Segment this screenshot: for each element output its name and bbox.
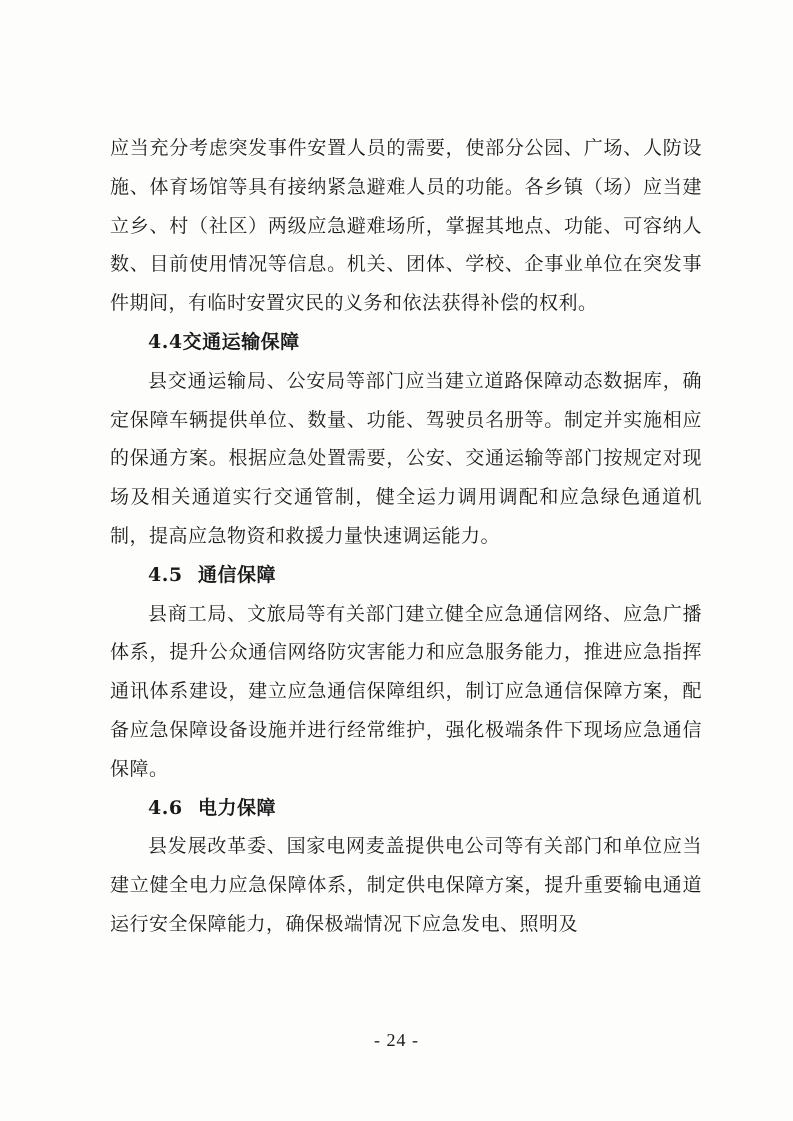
section-title: 电力保障 — [198, 796, 277, 819]
section-number: 4.4 — [148, 330, 183, 353]
paragraph-communication: 县商工局、文旅局等有关部门建立健全应急通信网络、应急广播体系，提升公众通信网络防灾害能力和应急服务能力，推进应急指挥通讯体系建设，建立应急通信保障组织，制订应急通信保障方案，配备应急保障设备设施并进行经常维护，强化极端条件下现场应急通信保障。 — [110, 602, 702, 780]
document-body — [110, 129, 702, 944]
section-number: 4.5 — [148, 563, 183, 586]
page-number: - 24 - — [374, 1030, 419, 1050]
section-title: 交通运输保障 — [182, 330, 300, 353]
section-heading-4-6 — [110, 789, 702, 828]
paragraph-transport: 县交通运输局、公安局等部门应当建立道路保障动态数据库，确定保障车辆提供单位、数量、功能、驾驶员名册等。制定并实施相应的保通方案。根据应急处置需要，公安、交通运输等部门按规定对现场及相关通道实行交通管制，健全运力调用调配和应急绿色通道机制，提高应急物资和救援力量快速调运能力。 — [110, 369, 702, 547]
paragraph-power: 县发展改革委、国家电网麦盖提供电公司等有关部门和单位应当建立健全电力应急保障体系，制定供电保障方案，提升重要输电通道运行安全保障能力，确保极端情况下应急发电、照明及 — [110, 835, 702, 935]
paragraph-shelter-continuation: 应当充分考虑突发事件安置人员的需要，使部分公园、广场、人防设施、体育场馆等具有接纳紧急避难人员的功能。各乡镇（场）应当建立乡、村（社区）两级应急避难场所，掌握其地点、功能、可容纳人数、目前使用情况等信息。机关、团体、学校、企事业单位在突发事件期间，有临时安置灾民的义务和依法获得补偿的权利。 — [110, 137, 702, 315]
section-number: 4.6 — [148, 796, 183, 819]
section-heading-4-4 — [110, 323, 702, 362]
section-title: 通信保障 — [198, 563, 277, 586]
section-heading-4-5 — [110, 556, 702, 595]
